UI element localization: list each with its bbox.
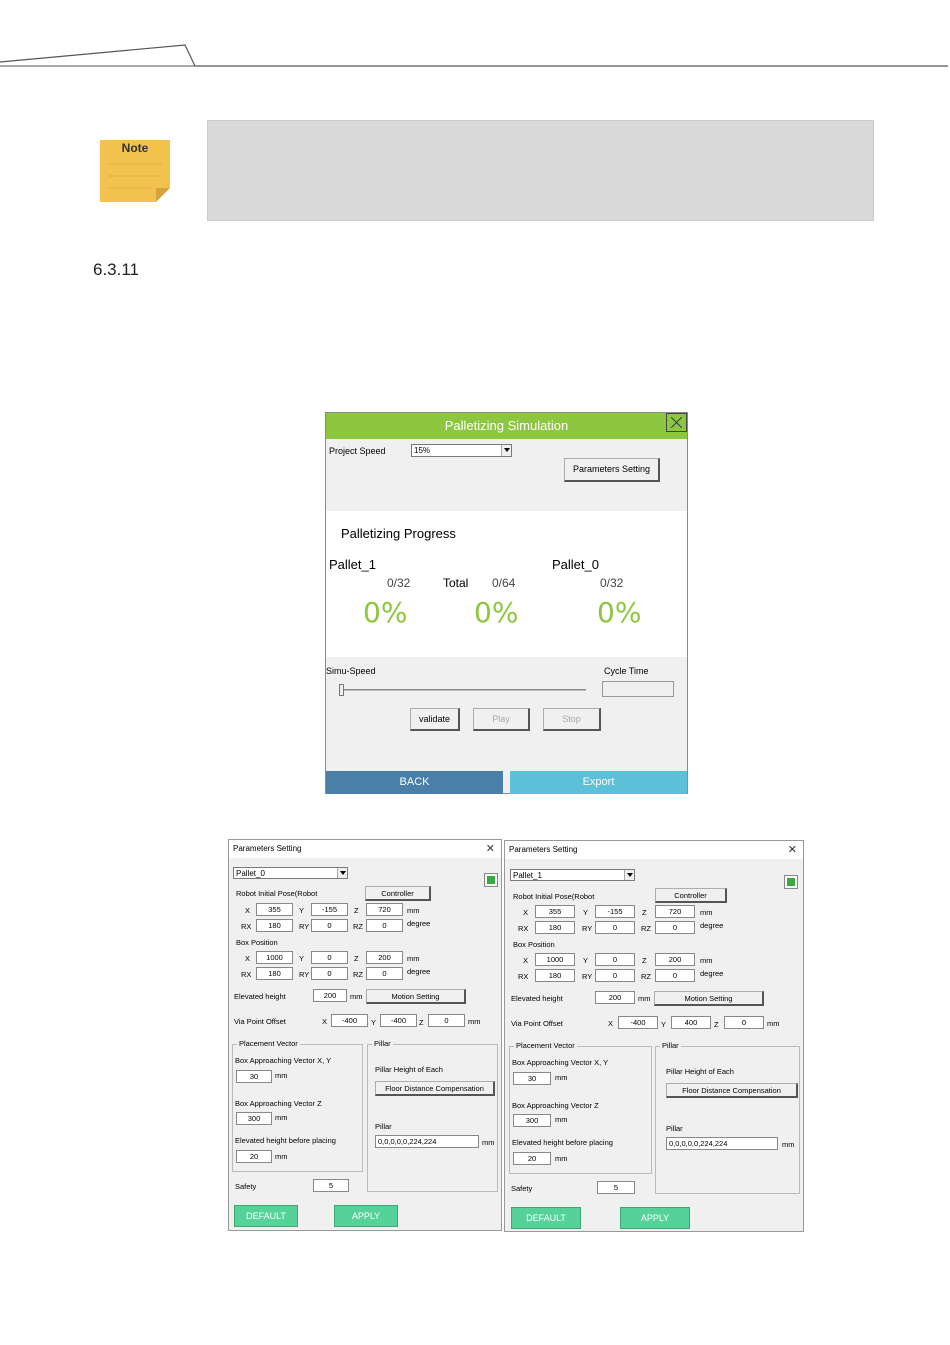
close-icon[interactable]: ✕ [485, 843, 495, 855]
safety-input[interactable]: 5 [313, 1179, 349, 1192]
simu-speed-slider-thumb[interactable] [339, 684, 344, 696]
unit-mm: mm [468, 1017, 481, 1026]
box-position-label: Box Position [236, 938, 278, 947]
safety-input[interactable]: 5 [597, 1181, 635, 1194]
axis-label-x: X [608, 1019, 614, 1028]
approach-xy-input[interactable]: 30 [513, 1072, 551, 1085]
panel-title: Parameters Setting [505, 841, 803, 859]
axis-label-x: X [322, 1017, 328, 1026]
pallet1-count: 0/32 [387, 576, 411, 590]
via-x-input[interactable]: -400 [618, 1016, 658, 1029]
robot-pose-label: Robot Initial Pose(Robot [236, 889, 318, 898]
project-speed-label: Project Speed [329, 446, 386, 456]
via-x-input[interactable]: -400 [331, 1014, 368, 1027]
window-title: Palletizing Simulation [326, 413, 687, 439]
approach-xy-label: Box Approaching Vector X, Y [512, 1058, 609, 1067]
axis-label-rz: RZ [353, 970, 363, 979]
play-button[interactable]: Play [473, 708, 530, 731]
pose-z-input[interactable]: 720 [366, 903, 403, 916]
pose-ry-input[interactable]: 0 [311, 919, 348, 932]
axis-label-z: Z [354, 954, 359, 963]
controller-button[interactable]: Controller [655, 888, 727, 903]
validate-button[interactable]: validate [410, 708, 460, 731]
pallet0-count: 0/32 [600, 576, 624, 590]
unit-mm: mm [407, 954, 420, 963]
elevated-before-input[interactable]: 20 [513, 1152, 551, 1165]
note-label: Note [121, 141, 149, 155]
axis-label-y: Y [583, 908, 589, 917]
box-z-input[interactable]: 200 [366, 951, 403, 964]
controller-button[interactable]: Controller [365, 886, 431, 901]
unit-mm: mm [275, 1071, 288, 1080]
pillar-label: Pillar [375, 1122, 392, 1131]
unit-degree: degree [700, 921, 724, 930]
unit-degree: degree [700, 969, 724, 978]
axis-label-y: Y [299, 906, 305, 915]
chevron-down-icon[interactable] [501, 445, 511, 456]
via-y-input[interactable]: 400 [671, 1016, 711, 1029]
export-button[interactable]: Export [510, 771, 687, 794]
axis-label-x: X [523, 908, 529, 917]
pose-x-input[interactable]: 355 [256, 903, 293, 916]
pose-rx-input[interactable]: 180 [256, 919, 293, 932]
close-icon[interactable]: ✕ [787, 844, 797, 856]
unit-mm: mm [782, 1140, 795, 1149]
note-box [207, 120, 874, 221]
pillar-height-label: Pillar Height of Each [375, 1065, 443, 1074]
unit-mm: mm [482, 1138, 495, 1147]
unit-mm: mm [638, 994, 651, 1003]
total-label: Total [443, 576, 469, 590]
pillar-input[interactable]: 0,0,0,0,0,224,224 [666, 1137, 778, 1150]
box-z-input[interactable]: 200 [655, 953, 695, 966]
unit-mm: mm [407, 906, 420, 915]
box-y-input[interactable]: 0 [595, 953, 635, 966]
approach-z-input[interactable]: 300 [236, 1112, 272, 1125]
simu-speed-slider-track[interactable] [342, 689, 586, 691]
via-z-input[interactable]: 0 [428, 1014, 465, 1027]
simu-speed-label: Simu-Speed [326, 666, 376, 676]
approach-z-label: Box Approaching Vector Z [235, 1099, 322, 1108]
pose-y-input[interactable]: -155 [311, 903, 348, 916]
box-ry-input[interactable]: 0 [595, 969, 635, 982]
axis-label-ry: RY [582, 924, 593, 933]
via-y-input[interactable]: -400 [380, 1014, 417, 1027]
unit-mm: mm [700, 956, 713, 965]
pallet-select[interactable] [233, 867, 348, 879]
approach-xy-label: Box Approaching Vector X, Y [235, 1056, 332, 1065]
project-speed-value: 15% [414, 446, 431, 455]
pose-rz-input[interactable]: 0 [366, 919, 403, 932]
via-point-label: Via Point Offset [511, 1019, 563, 1028]
box-x-input[interactable]: 1000 [256, 951, 293, 964]
apply-button[interactable]: APPLY [620, 1207, 690, 1229]
box-x-input[interactable]: 1000 [535, 953, 575, 966]
approach-z-input[interactable]: 300 [513, 1114, 551, 1127]
box-rx-input[interactable]: 180 [535, 969, 575, 982]
axis-label-rx: RX [518, 972, 529, 981]
project-speed-select[interactable] [411, 444, 512, 457]
axis-label-rz: RZ [641, 924, 651, 933]
pillar-input[interactable]: 0,0,0,0,0,224,224 [375, 1135, 479, 1148]
axis-label-rz: RZ [353, 922, 363, 931]
pallet1-percent: 0% [363, 596, 408, 629]
cycle-time-label: Cycle Time [604, 666, 649, 676]
parameters-setting-panel-pallet0 [228, 839, 502, 1231]
axis-label-x: X [245, 906, 251, 915]
motion-setting-button[interactable]: Motion Setting [366, 989, 466, 1004]
elevated-before-label: Elevated height before placing [235, 1136, 336, 1145]
parameters-setting-button[interactable]: Parameters Setting [564, 458, 660, 482]
box-rz-input[interactable]: 0 [366, 967, 403, 980]
unit-mm: mm [555, 1154, 568, 1163]
axis-label-x: X [245, 954, 251, 963]
axis-label-z: Z [354, 906, 359, 915]
axis-label-z: Z [714, 1020, 719, 1029]
progress-title: Palletizing Progress [341, 526, 456, 541]
axis-label-y: Y [583, 956, 589, 965]
axis-label-ry: RY [582, 972, 593, 981]
placement-vector-label: Placement Vector [239, 1039, 298, 1048]
unit-mm: mm [700, 908, 713, 917]
unit-mm: mm [350, 992, 363, 1001]
floor-distance-compensation-button[interactable]: Floor Distance Compensation [375, 1081, 495, 1096]
unit-mm: mm [555, 1115, 568, 1124]
axis-label-rx: RX [241, 922, 252, 931]
back-button[interactable]: BACK [326, 771, 503, 794]
pose-z-input[interactable]: 720 [655, 905, 695, 918]
elevated-height-input[interactable]: 200 [595, 991, 635, 1004]
box-ry-input[interactable]: 0 [311, 967, 348, 980]
default-button[interactable]: DEFAULT [234, 1205, 298, 1227]
unit-mm: mm [275, 1152, 288, 1161]
elevated-before-label: Elevated height before placing [512, 1138, 613, 1147]
section-number: 6.3.11 [93, 260, 140, 279]
safety-label: Safety [235, 1182, 257, 1191]
refresh-icon[interactable] [784, 875, 798, 889]
pillar-height-label: Pillar Height of Each [666, 1067, 734, 1076]
chevron-down-icon[interactable] [337, 868, 347, 878]
axis-label-rx: RX [518, 924, 529, 933]
pillar-label: Pillar [666, 1124, 683, 1133]
placement-vector-label: Placement Vector [516, 1041, 575, 1050]
pose-y-input[interactable]: -155 [595, 905, 635, 918]
box-rz-input[interactable]: 0 [655, 969, 695, 982]
approach-xy-input[interactable]: 30 [236, 1070, 272, 1083]
pillar-group-label: Pillar [374, 1039, 391, 1048]
axis-label-rx: RX [241, 970, 252, 979]
panel-title: Parameters Setting [229, 840, 501, 858]
axis-label-z: Z [419, 1018, 424, 1027]
refresh-icon[interactable] [484, 873, 498, 887]
axis-label-y: Y [661, 1020, 667, 1029]
elevated-height-label: Elevated height [511, 994, 563, 1003]
safety-label: Safety [511, 1184, 533, 1193]
unit-mm: mm [767, 1019, 780, 1028]
axis-label-y: Y [371, 1018, 377, 1027]
unit-degree: degree [407, 967, 431, 976]
pallet-select[interactable] [510, 869, 635, 881]
unit-mm: mm [555, 1073, 568, 1082]
axis-label-x: X [523, 956, 529, 965]
via-point-label: Via Point Offset [234, 1017, 286, 1026]
axis-label-z: Z [642, 908, 647, 917]
floor-distance-compensation-button[interactable]: Floor Distance Compensation [666, 1083, 798, 1098]
elevated-height-input[interactable]: 200 [313, 989, 347, 1002]
axis-label-ry: RY [299, 970, 310, 979]
box-position-label: Box Position [513, 940, 555, 949]
elevated-height-label: Elevated height [234, 992, 286, 1001]
pallet-select-value: Pallet_0 [236, 869, 265, 878]
pillar-group-label: Pillar [662, 1041, 679, 1050]
box-rx-input[interactable]: 180 [256, 967, 293, 980]
pose-rx-input[interactable]: 180 [535, 921, 575, 934]
elevated-before-input[interactable]: 20 [236, 1150, 272, 1163]
motion-setting-button[interactable]: Motion Setting [654, 991, 764, 1006]
pose-x-input[interactable]: 355 [535, 905, 575, 918]
apply-button[interactable]: APPLY [334, 1205, 398, 1227]
box-y-input[interactable]: 0 [311, 951, 348, 964]
pallet0-percent: 0% [597, 596, 642, 629]
total-percent: 0% [474, 596, 519, 629]
axis-label-ry: RY [299, 922, 310, 931]
pallet-select-value: Pallet_1 [513, 871, 542, 880]
robot-pose-label: Robot Initial Pose(Robot [513, 892, 595, 901]
unit-degree: degree [407, 919, 431, 928]
pose-ry-input[interactable]: 0 [595, 921, 635, 934]
axis-label-z: Z [642, 956, 647, 965]
via-z-input[interactable]: 0 [724, 1016, 764, 1029]
palletizing-simulation-window [325, 412, 688, 794]
pallet1-name: Pallet_1 [329, 557, 376, 572]
default-button[interactable]: DEFAULT [511, 1207, 581, 1229]
approach-z-label: Box Approaching Vector Z [512, 1101, 599, 1110]
pallet0-name: Pallet_0 [552, 557, 599, 572]
stop-button[interactable]: Stop [543, 708, 601, 731]
header-rule [0, 0, 950, 70]
parameters-setting-panel-pallet1 [504, 840, 804, 1232]
pose-rz-input[interactable]: 0 [655, 921, 695, 934]
axis-label-y: Y [299, 954, 305, 963]
cycle-time-field [602, 681, 674, 697]
close-icon[interactable] [666, 413, 687, 432]
axis-label-rz: RZ [641, 972, 651, 981]
chevron-down-icon[interactable] [624, 870, 634, 880]
total-count: 0/64 [492, 576, 516, 590]
unit-mm: mm [275, 1113, 288, 1122]
